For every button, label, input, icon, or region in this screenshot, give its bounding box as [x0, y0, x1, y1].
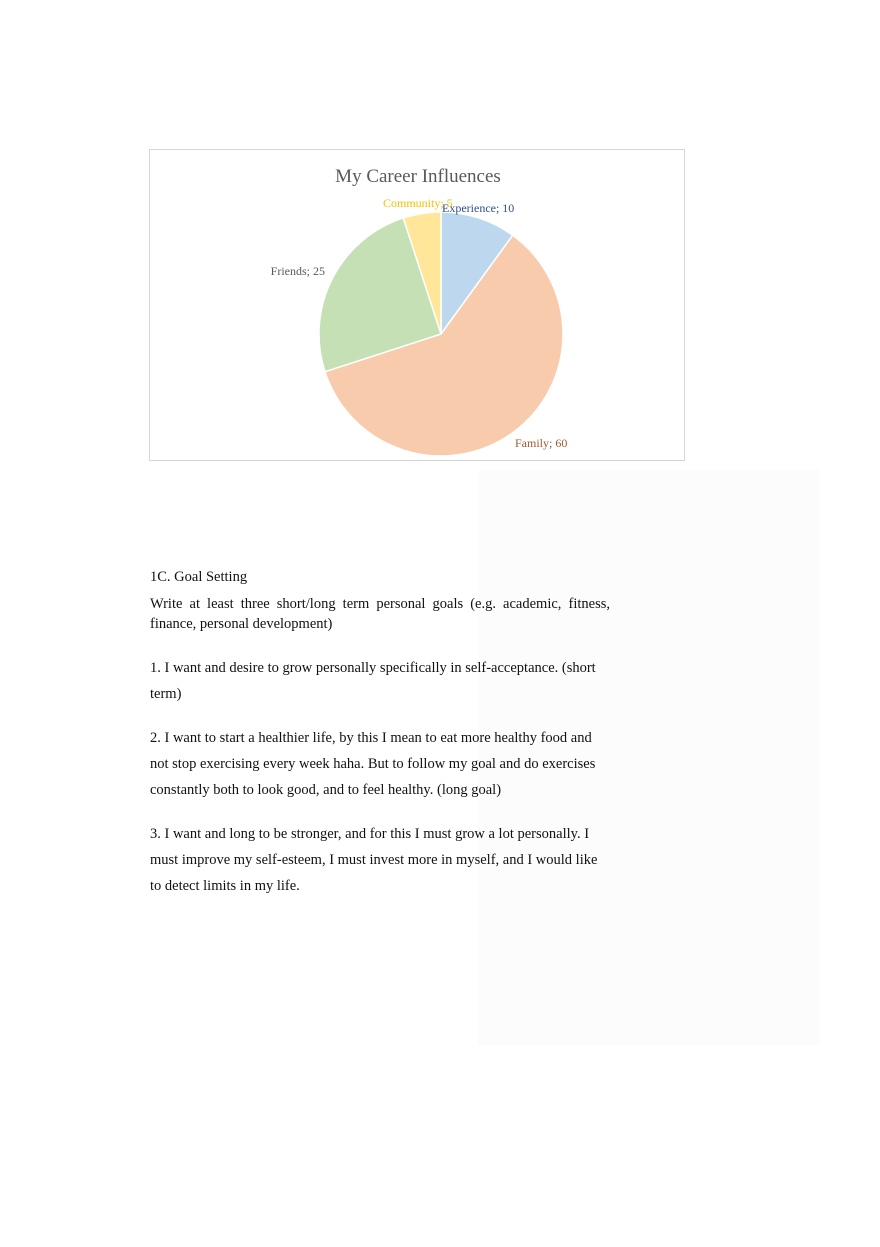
pie-label-friends: Friends; 25 [270, 264, 325, 278]
pie-chart-canvas [150, 150, 686, 462]
career-influences-chart [149, 149, 685, 461]
section-heading: 1C. Goal Setting [150, 569, 248, 585]
goal-item-1: 1. I want and desire to grow personally specifically in self-acceptance. (short term) [150, 660, 596, 702]
pie-label-community: Community; 5 [383, 196, 453, 210]
pie-slices [319, 212, 563, 456]
pie-label-family: Family; 60 [515, 436, 568, 450]
instructions-text: Write at least three short/long term personal goals (e.g. academic, fitness, finance, personal development) [150, 596, 610, 632]
goal-item-3: 3. I want and long to be stronger, and for this I must grow a lot personally. I must improve my self-esteem, I must invest more in myself, and I would like to detect limits in my life. [150, 826, 598, 894]
goal-item-2: 2. I want to start a healthier life, by this I mean to eat more healthy food and not stop exercising every week haha. But to follow my goal and do exercises constantly both to look good, and to feel healthy. (long goal) [150, 730, 596, 798]
chart-title: My Career Influences [335, 166, 501, 187]
pie-label-experience: Experience; 10 [442, 201, 515, 215]
